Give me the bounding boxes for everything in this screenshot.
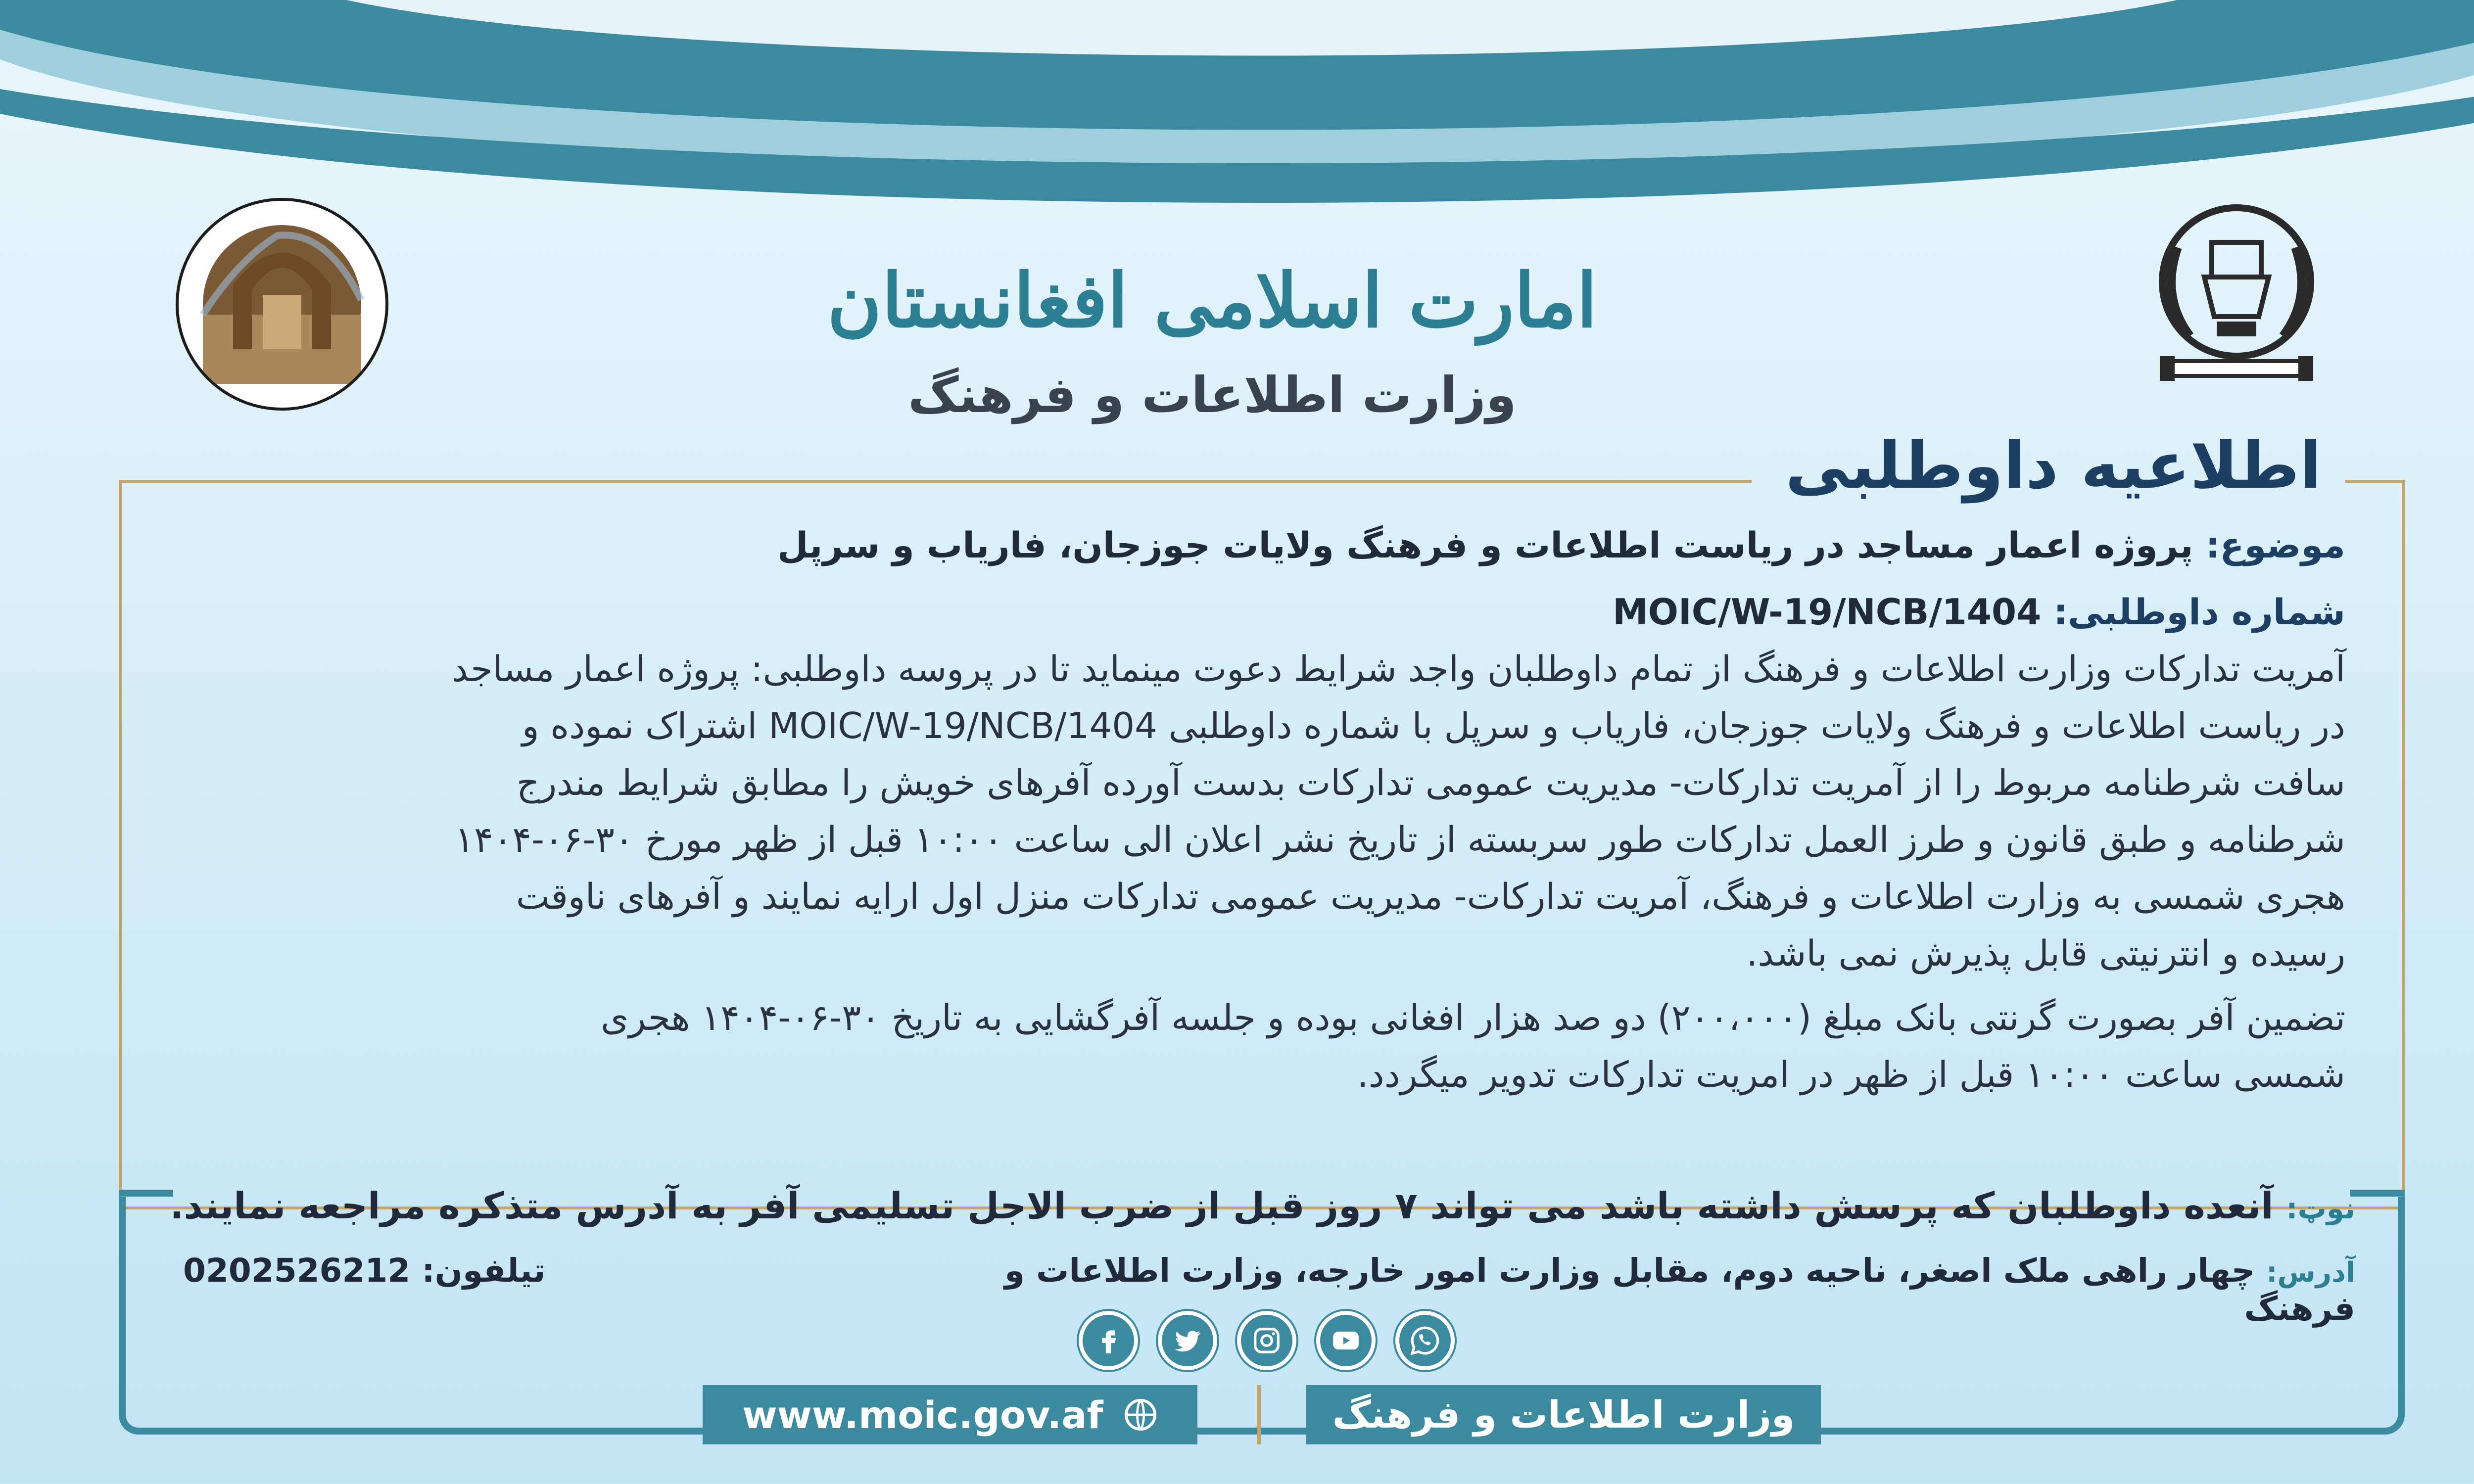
facebook-icon[interactable] (1079, 1311, 1138, 1370)
tender-label: شماره داوطلبی: (2053, 591, 2345, 633)
body-line-1: آمریت تدارکات وزارت اطلاعات و فرهنگ از تمام داوطلبان واجد شرایط دعوت مینماید تا در پروسه داوطلبی: پروژه اعمار مساجد (452, 648, 2345, 690)
twitter-icon[interactable] (1158, 1311, 1217, 1370)
youtube-icon[interactable] (1316, 1311, 1376, 1370)
tender-number: MOIC/W-19/NCB/1404 (1613, 591, 2042, 633)
notice-heading: اطلاعیه داوطلبی (1785, 428, 2322, 503)
phone-line (183, 1252, 579, 1290)
phone-number: 0202526212 (183, 1252, 411, 1290)
footer-ministry-name: وزارت اطلاعات و فرهنگ (1306, 1385, 1821, 1444)
footer-top-rule-right (2350, 1190, 2405, 1197)
body-line-8: شمسی ساعت ۱۰:۰۰ قبل از ظهر در امریت تدارکات تدویر میگردد. (1357, 1054, 2345, 1095)
emirate-emblem-logo (2130, 188, 2343, 403)
instagram-icon[interactable] (1237, 1311, 1296, 1370)
address-text: چهار راهی ملک اصغر، ناحیه دوم، مقابل وزارت امور خارجه، وزارت اطلاعات و فرهنگ (1004, 1252, 2355, 1328)
subject-line (168, 517, 2345, 574)
note-text: آنعده داوطلبان که پرسش داشته باشد می تواند ۷ روز قبل از ضرب الاجل تسلیمی آفر به آدرس متذکره مراجعه نمایند. (170, 1185, 2274, 1227)
note-line (153, 1185, 2355, 1227)
emirate-title: امارت اسلامی افغانستان (827, 257, 1598, 344)
body-line-7: تضمین آفر بصورت گرنتی بانک مبلغ (۲۰۰،۰۰۰) دو صد هزار افغانی بوده و جلسه آفرگشایی به تاریخ ۳۰-۰۶-۱۴۰۴ هجری (601, 997, 2345, 1038)
footer-divider (1257, 1385, 1261, 1444)
ministry-title: وزارت اطلاعات و فرهنگ (908, 366, 1517, 424)
mosque-seal-logo (176, 198, 388, 411)
tender-line (168, 584, 2345, 641)
body-line-3: سافت شرطنامه مربوط را از آمریت تدارکات- مدیریت عمومی تدارکات بدست آورده آفرهای خویش را مطابق شرایط مندرج (516, 762, 2345, 803)
website-url[interactable]: www.moic.gov.af (742, 1392, 1103, 1437)
globe-icon (1123, 1397, 1158, 1432)
subject-text: پروژه اعمار مساجد در ریاست اطلاعات و فرهنگ ولایات جوزجان، فاریاب و سرپل (777, 524, 2193, 566)
phone-label: تیلفون: (422, 1252, 546, 1290)
body-line-5: هجری شمسی به وزارت اطلاعات و فرهنگ، آمریت تدارکات- مدیریت عمومی تدارکات منزل اول ارایه نمایند و آفرهای ناوقت (516, 876, 2345, 917)
website-link[interactable] (703, 1385, 1197, 1444)
body-line-2: در ریاست اطلاعات و فرهنگ ولایات جوزجان، فاریاب و سرپل با شماره داوطلبی MOIC/W-19/NCB/1404 اشتراک نموده و (522, 705, 2345, 746)
body-line-6: رسیده و انترنیتی قابل پذیرش نمی باشد. (1746, 932, 2345, 974)
note-label: نوټ: (2286, 1192, 2355, 1225)
address-label: آدرس: (2266, 1256, 2355, 1289)
subject-label: موضوع: (2205, 524, 2345, 566)
whatsapp-icon[interactable] (1395, 1311, 1455, 1370)
body-line-4: شرطنامه و طبق قانون و طرز العمل تدارکات طور سربسته از تاریخ نشر اعلان الی ساعت ۱۰:۰۰ قبل از ظهر مورخ ۳۰-۰۶-۱۴۰۴ (455, 819, 2345, 860)
header-wave-decoration (0, 0, 2474, 277)
